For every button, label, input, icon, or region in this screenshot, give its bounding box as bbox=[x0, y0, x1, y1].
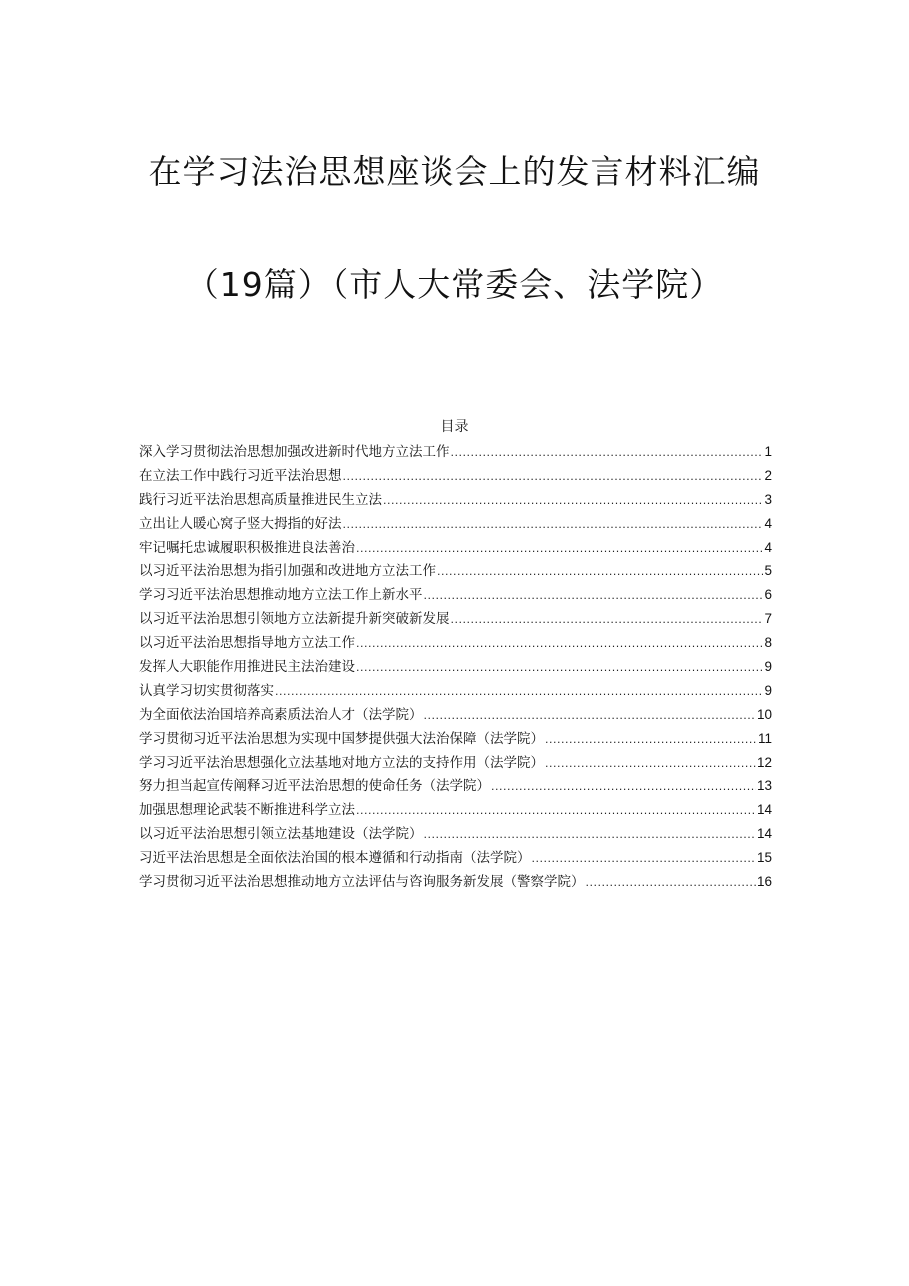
toc-entry-page: 9 bbox=[764, 659, 772, 675]
toc-entry[interactable] bbox=[139, 561, 772, 585]
toc-entry[interactable] bbox=[139, 609, 772, 633]
toc-dot-leader bbox=[451, 610, 764, 630]
toc-dot-leader bbox=[356, 801, 756, 821]
toc-dot-leader bbox=[383, 491, 763, 511]
toc-entry-title: 学习贯彻习近平法治思想为实现中国梦提供强大法治保障（法学院） bbox=[139, 730, 544, 747]
toc-entry-page: 12 bbox=[756, 754, 772, 770]
toc-dot-leader bbox=[586, 873, 756, 893]
toc-entry-title: 立出让人暖心窝子竖大拇指的好法 bbox=[139, 515, 342, 532]
toc-entry-title: 践行习近平法治思想高质量推进民生立法 bbox=[139, 491, 382, 508]
toc-dot-leader bbox=[532, 849, 756, 869]
toc-entry-title: 深入学习贯彻法治思想加强改进新时代地方立法工作 bbox=[139, 444, 450, 460]
document-title-line-2: （19篇）（市人大常委会、法学院） bbox=[185, 265, 724, 304]
toc-entry-page: 13 bbox=[756, 778, 772, 794]
toc-entry-page: 1 bbox=[764, 444, 772, 459]
toc-entry-title: 牢记嘱托忠诚履职积极推进良法善治 bbox=[139, 539, 355, 556]
toc-dot-leader bbox=[356, 539, 763, 559]
toc-entry-title: 努力担当起宣传阐释习近平法治思想的使命任务（法学院） bbox=[139, 778, 490, 795]
toc-entry-title: 学习贯彻习近平法治思想推动地方立法评估与咨询服务新发展（警察学院） bbox=[139, 874, 585, 891]
toc-dot-leader bbox=[343, 467, 764, 487]
toc-entry-page: 9 bbox=[764, 682, 772, 698]
toc-dot-leader bbox=[545, 754, 756, 774]
toc-entry[interactable] bbox=[139, 442, 772, 466]
toc-entry-title: 加强思想理论武装不断推进科学立法 bbox=[139, 802, 355, 819]
toc-entry[interactable] bbox=[139, 633, 772, 657]
toc-dot-leader bbox=[451, 443, 764, 463]
toc-dot-leader bbox=[424, 586, 764, 606]
toc-entry[interactable] bbox=[139, 729, 772, 753]
toc-dot-leader bbox=[356, 658, 763, 678]
toc-dot-leader bbox=[343, 515, 764, 535]
toc-entry[interactable] bbox=[139, 538, 772, 562]
toc-entry-title: 发挥人大职能作用推进民主法治建设 bbox=[139, 659, 355, 676]
toc-dot-leader bbox=[491, 777, 756, 797]
toc-entry-title: 学习习近平法治思想强化立法基地对地方立法的支持作用（法学院） bbox=[139, 754, 544, 771]
toc-entry[interactable] bbox=[139, 800, 772, 824]
toc-entry-page: 4 bbox=[764, 515, 772, 531]
toc-entry[interactable] bbox=[139, 657, 772, 681]
toc-entry-page: 4 bbox=[764, 539, 772, 555]
toc-entry[interactable] bbox=[139, 753, 772, 777]
toc-entry-title: 在立法工作中践行习近平法治思想 bbox=[139, 467, 342, 484]
toc-entry-page: 14 bbox=[756, 826, 772, 842]
table-of-contents bbox=[139, 442, 772, 896]
toc-entry-page: 11 bbox=[757, 730, 772, 746]
toc-entry[interactable] bbox=[139, 848, 772, 872]
toc-entry-page: 15 bbox=[756, 850, 772, 866]
toc-entry-title: 认真学习切实贯彻落实 bbox=[139, 682, 274, 699]
toc-entry[interactable] bbox=[139, 776, 772, 800]
toc-entry[interactable] bbox=[139, 490, 772, 514]
toc-entry-page: 2 bbox=[764, 467, 772, 483]
toc-entry[interactable] bbox=[139, 585, 772, 609]
toc-heading: 目录 bbox=[440, 419, 469, 435]
toc-entry-title: 习近平法治思想是全面依法治国的根本遵循和行动指南（法学院） bbox=[139, 850, 531, 867]
toc-entry[interactable] bbox=[139, 705, 772, 729]
toc-entry[interactable] bbox=[139, 681, 772, 705]
toc-dot-leader bbox=[437, 562, 763, 582]
toc-entry-title: 以习近平法治思想为指引加强和改进地方立法工作 bbox=[139, 563, 436, 580]
toc-entry[interactable] bbox=[139, 514, 772, 538]
toc-entry-page: 5 bbox=[764, 563, 772, 579]
toc-entry-page: 16 bbox=[756, 874, 772, 890]
toc-entry-title: 以习近平法治思想引领地方立法新提升新突破新发展 bbox=[139, 611, 450, 628]
toc-entry-title: 以习近平法治思想引领立法基地建设（法学院） bbox=[139, 826, 423, 843]
toc-entry-page: 10 bbox=[756, 706, 772, 722]
toc-entry[interactable] bbox=[139, 824, 772, 848]
toc-dot-leader bbox=[424, 706, 756, 726]
toc-entry-page: 7 bbox=[764, 611, 772, 627]
toc-entry-page: 14 bbox=[756, 802, 772, 818]
toc-dot-leader bbox=[275, 682, 763, 702]
toc-dot-leader bbox=[356, 634, 763, 654]
toc-entry-title: 为全面依法治国培养高素质法治人才（法学院） bbox=[139, 706, 423, 723]
toc-dot-leader bbox=[545, 730, 757, 750]
toc-entry[interactable] bbox=[139, 466, 772, 490]
toc-entry[interactable] bbox=[139, 872, 772, 896]
toc-entry-title: 以习近平法治思想指导地方立法工作 bbox=[139, 635, 355, 652]
toc-entry-page: 3 bbox=[764, 491, 772, 507]
toc-dot-leader bbox=[424, 825, 756, 845]
toc-entry-title: 学习习近平法治思想推动地方立法工作上新水平 bbox=[139, 587, 423, 604]
document-title-line-1: 在学习法治思想座谈会上的发言材料汇编 bbox=[148, 152, 761, 191]
toc-entry-page: 6 bbox=[764, 587, 772, 603]
toc-entry-page: 8 bbox=[764, 635, 772, 651]
